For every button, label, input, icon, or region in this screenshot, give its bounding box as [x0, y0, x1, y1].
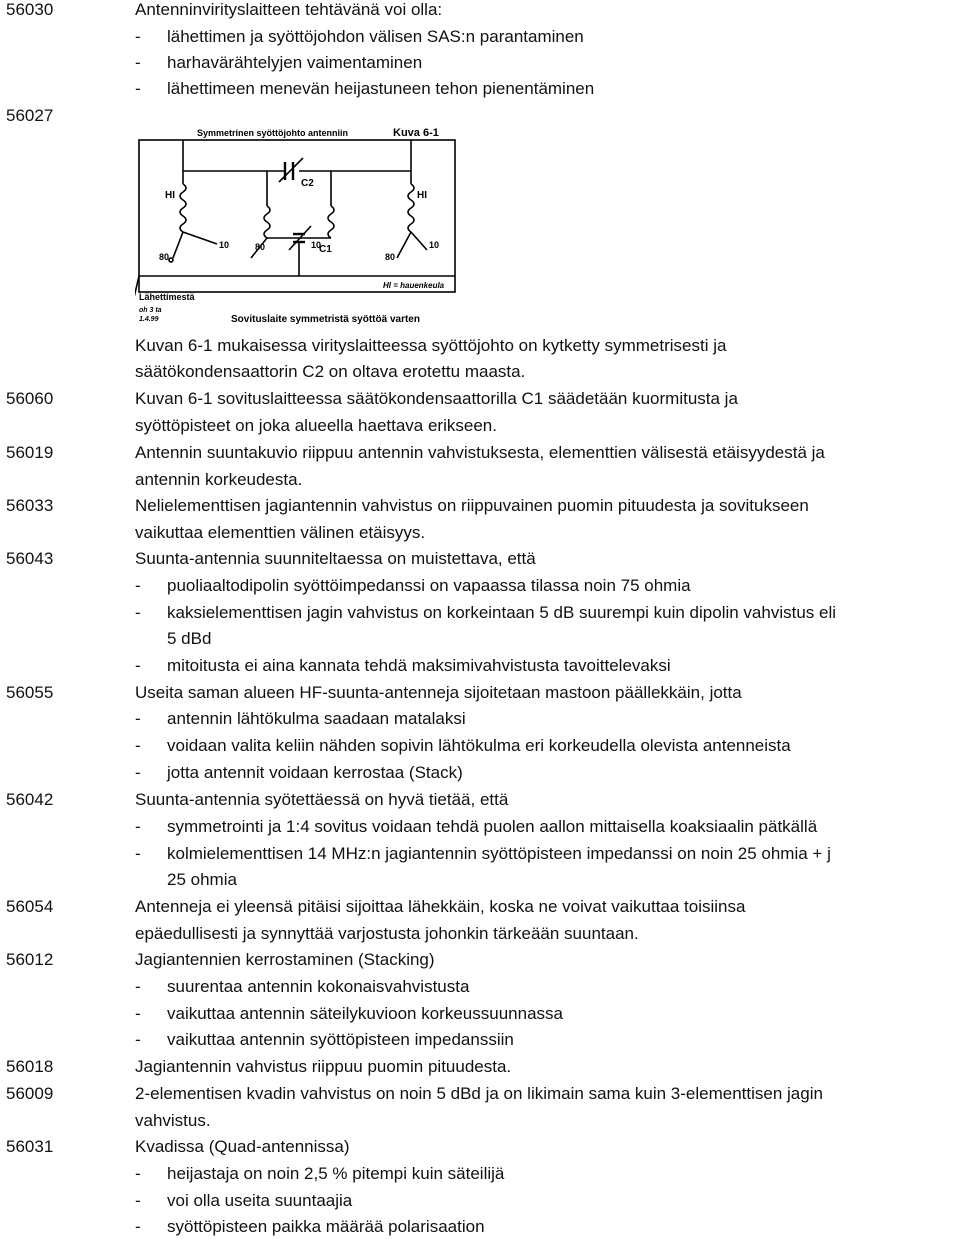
question-text: Kvadissa (Quad-antennissa): [135, 1137, 350, 1156]
question-text: Useita saman alueen HF-suunta-antenneja sijoitetaan mastoon päällekkäin, jotta: [135, 683, 742, 702]
c2-label: C2: [301, 178, 314, 189]
question-number: 56033: [6, 496, 54, 515]
bullet-dash: -: [135, 709, 141, 728]
paragraph-line: vahvistus.: [135, 1111, 211, 1130]
bullet-item: vaikuttaa antennin syöttöpisteen impedanssiin: [167, 1030, 514, 1049]
bullet-item: vaikuttaa antennin säteilykuvioon korkeussuunnassa: [167, 1004, 563, 1023]
bullet-item: syöttöpisteen paikka määrää polarisaation: [167, 1217, 485, 1236]
diagram-title: Symmetrinen syöttöjohto antenniin: [197, 128, 349, 138]
bullet-dash: -: [135, 1030, 141, 1049]
bullet-item: antennin lähtökulma saadaan matalaksi: [167, 709, 466, 728]
bullet-dash: -: [135, 817, 141, 836]
tap-10-left: 10: [219, 240, 230, 250]
question-number: 56018: [6, 1057, 54, 1076]
paragraph-line: Nelielementtisen jagiantennin vahvistus on riippuvainen puomin pituudesta ja sovitukseen: [135, 496, 809, 515]
bullet-dash: -: [135, 576, 141, 595]
bullet-item: heijastaja on noin 2,5 % pitempi kuin säteilijä: [167, 1164, 505, 1183]
tap-80-left: 80: [159, 252, 170, 262]
question-number: 56043: [6, 549, 54, 568]
c1-label: C1: [319, 244, 332, 255]
bullet-item: harhavärähtelyjen vaimentaminen: [167, 53, 423, 72]
paragraph-line: säätökondensaattorin C2 on oltava erotettu maasta.: [135, 362, 526, 381]
question-number: 56027: [6, 106, 54, 125]
question-number: 56042: [6, 790, 54, 809]
paragraph-line: syöttöpisteet on joka alueella haettava erikseen.: [135, 416, 497, 435]
bullet-item: lähettimen ja syöttöjohdon välisen SAS:n parantaminen: [167, 27, 584, 46]
lahetin-label: Lähettimestä: [139, 292, 195, 302]
question-number: 56031: [6, 1137, 54, 1156]
bullet-dash: -: [135, 656, 141, 675]
right-coil: [408, 184, 414, 232]
bullet-item: suurentaa antennin kokonaisvahvistusta: [167, 977, 470, 996]
tap-10-center: 10: [311, 240, 322, 250]
tap-80-right: 80: [385, 252, 396, 262]
bullet-item: lähettimeen menevän heijastuneen tehon pienentäminen: [167, 79, 595, 98]
bullet-dash: -: [135, 844, 141, 863]
center-coil-right: [328, 206, 334, 238]
left-coil: [180, 184, 186, 232]
signature-2: 1.4.99: [139, 316, 159, 323]
tap-10-right: 10: [429, 240, 440, 250]
question-number: 56019: [6, 443, 54, 462]
question-text: Suunta-antennia suunniteltaessa on muistettava, että: [135, 549, 536, 568]
bullet-item-continuation: 25 ohmia: [167, 870, 237, 889]
bullet-dash: -: [135, 603, 141, 622]
bullet-dash: -: [135, 1004, 141, 1023]
hi-right-label: HI: [417, 190, 427, 201]
question-number: 56060: [6, 389, 54, 408]
bullet-item: kolmielementtisen 14 MHz:n jagiantennin syöttöpisteen impedanssi on noin 25 ohmia + j: [167, 844, 831, 863]
bullet-item: mitoitusta ei aina kannata tehdä maksimivahvistusta tavoittelevaksi: [167, 656, 671, 675]
bullet-dash: -: [135, 1217, 141, 1236]
paragraph-line: vaikuttaa elementtien välinen etäisyys.: [135, 523, 426, 542]
bullet-item: jotta antennit voidaan kerrostaa (Stack): [167, 763, 463, 782]
bullet-dash: -: [135, 763, 141, 782]
diagram-kuva-label: Kuva 6-1: [393, 127, 439, 139]
legend-hi: HI = hauenkeula: [383, 281, 445, 290]
bullet-item: kaksielementtisen jagin vahvistus on korkeintaan 5 dB suurempi kuin dipolin vahvistus eli: [167, 603, 837, 622]
diagram-caption: Sovituslaite symmetristä syöttöä varten: [231, 314, 420, 325]
question-number: 56030: [6, 0, 54, 19]
bullet-item: symmetrointi ja 1:4 sovitus voidaan tehdä puolen aallon mittaisella koaksiaalin pätkällä: [167, 817, 818, 836]
bullet-item: voidaan valita keliin nähden sopivin lähtökulma eri korkeudella olevista antenneista: [167, 736, 791, 755]
circuit-diagram-figure: [135, 126, 460, 326]
tap-80-center: 80: [255, 242, 266, 252]
bullet-dash: -: [135, 977, 141, 996]
bullet-dash: -: [135, 79, 141, 98]
paragraph-line: Jagiantennin vahvistus riippuu puomin pituudesta.: [135, 1057, 512, 1076]
paragraph-line: Kuvan 6-1 mukaisessa virityslaitteessa syöttöjohto on kytketty symmetrisesti ja: [135, 336, 727, 355]
bullet-dash: -: [135, 736, 141, 755]
question-number: 56055: [6, 683, 54, 702]
bullet-dash: -: [135, 1164, 141, 1183]
question-number: 56054: [6, 897, 54, 916]
bullet-item-continuation: 5 dBd: [167, 629, 212, 648]
bullet-item: puoliaaltodipolin syöttöimpedanssi on vapaassa tilassa noin 75 ohmia: [167, 576, 691, 595]
paragraph-line: Kuvan 6-1 sovituslaitteessa säätökondensaattorilla C1 säädetään kuormitusta ja: [135, 389, 738, 408]
question-text: Antenninvirityslaitteen tehtävänä voi olla:: [135, 0, 443, 19]
bullet-dash: -: [135, 1191, 141, 1210]
question-number: 56009: [6, 1084, 54, 1103]
bullet-dash: -: [135, 53, 141, 72]
paragraph-line: epäedullisesti ja synnyttää varjostusta johonkin tärkeään suuntaan.: [135, 924, 639, 943]
paragraph-line: antennin korkeudesta.: [135, 470, 303, 489]
paragraph-line: Antennin suuntakuvio riippuu antennin vahvistuksesta, elementtien välisestä etäisyydestä ja: [135, 443, 825, 462]
hi-left-label: HI: [165, 190, 175, 201]
bullet-dash: -: [135, 27, 141, 46]
question-text: Suunta-antennia syötettäessä on hyvä tietää, että: [135, 790, 509, 809]
question-number: 56012: [6, 950, 54, 969]
paragraph-line: Antenneja ei yleensä pitäisi sijoittaa lähekkäin, koska ne voivat vaikuttaa toisiinsa: [135, 897, 746, 916]
bullet-item: voi olla useita suuntaajia: [167, 1191, 353, 1210]
paragraph-line: 2-elementisen kvadin vahvistus on noin 5 dBd ja on likimain sama kuin 3-elementtisen jagin: [135, 1084, 823, 1103]
signature-1: oh 3 ta: [139, 307, 162, 314]
center-coil-left: [264, 206, 270, 238]
diagram-frame: [139, 140, 455, 292]
question-text: Jagiantennien kerrostaminen (Stacking): [135, 950, 435, 969]
